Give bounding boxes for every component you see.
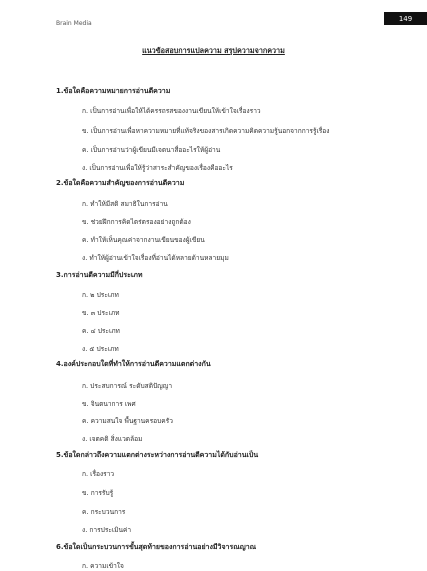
- question-2: 2.ข้อใดคือความสำคัญของการอ่านตีความ: [56, 179, 185, 187]
- page-number: 149: [384, 12, 427, 25]
- question-3-option-3: ค. ๔ ประเภท: [82, 327, 120, 335]
- question-2-option-2: ข. ช่วยฝึกการคิดไตร่ตรองอย่างถูกต้อง: [82, 218, 191, 226]
- brand-name: Brain Media: [56, 20, 92, 27]
- question-6: 6.ข้อใดเป็นกระบวนการขั้นสุดท้ายของการอ่านอย่างมีวิจารณญาณ: [56, 543, 257, 551]
- question-4-option-3: ค. ความสนใจ พื้นฐานครอบครัว: [82, 417, 173, 425]
- question-6-option-1: ก. ความเข้าใจ: [82, 562, 124, 570]
- question-4-option-4: ง. เจตคติ สิ่งแวดล้อม: [82, 435, 143, 443]
- question-3-option-2: ข. ๓ ประเภท: [82, 309, 120, 317]
- question-1-option-4: ง. เป็นการอ่านเพื่อให้รู้ว่าสาระสำคัญของเรื่องคืออะไร: [82, 164, 233, 172]
- question-1-option-3: ค. เป็นการอ่านว่าผู้เขียนมีเจตนาสื่ออะไรให้ผู้อ่าน: [82, 146, 221, 154]
- question-3-option-4: ง. ๕ ประเภท: [82, 345, 119, 353]
- question-3: 3.การอ่านตีความมีกี่ประเภท: [56, 271, 143, 279]
- question-1: 1.ข้อใดคือความหมายการอ่านตีความ: [56, 87, 171, 95]
- question-2-option-1: ก. ทำให้มีสติ สมาธิในการอ่าน: [82, 200, 168, 208]
- question-4-option-2: ข. จินตนาการ เพศ: [82, 400, 136, 408]
- document-title: แนวข้อสอบการแปลความ สรุปความจากความ: [142, 46, 285, 55]
- question-5-option-4: ง. การประเมินค่า: [82, 526, 132, 534]
- question-5-option-2: ข. การรับรู้: [82, 489, 114, 497]
- question-5: 5.ข้อใดกล่าวถึงความแตกต่างระหว่างการอ่านตีความได้กับอ่านเป็น: [56, 451, 259, 459]
- question-3-option-1: ก. ๒ ประเภท: [82, 291, 119, 299]
- question-5-option-3: ค. กระบวนการ: [82, 508, 126, 516]
- question-1-option-2: ข. เป็นการอ่านเพื่อหาความหมายที่แท้จริงของสารเกิดความคิดความรู้นอกจากการรู้เรื่อง: [82, 127, 330, 135]
- question-4-option-1: ก. ประสบการณ์ ระดับสติปัญญา: [82, 382, 173, 390]
- question-2-option-3: ค. ทำให้เห็นคุณค่าจากงานเขียนของผู้เขียน: [82, 236, 205, 244]
- question-5-option-1: ก. เรื่องราว: [82, 470, 115, 478]
- question-2-option-4: ง. ทำให้ผู้อ่านเข้าใจเรื่องที่อ่านได้หลายด้านหลายมุม: [82, 254, 229, 262]
- question-1-option-1: ก. เป็นการอ่านเพื่อให้ได้ครรถรสของงานเขียนให้เข้าใจเรื่องราว: [82, 107, 261, 115]
- question-4: 4.องค์ประกอบใดที่ทำให้การอ่านตีความแตกต่างกัน: [56, 360, 211, 368]
